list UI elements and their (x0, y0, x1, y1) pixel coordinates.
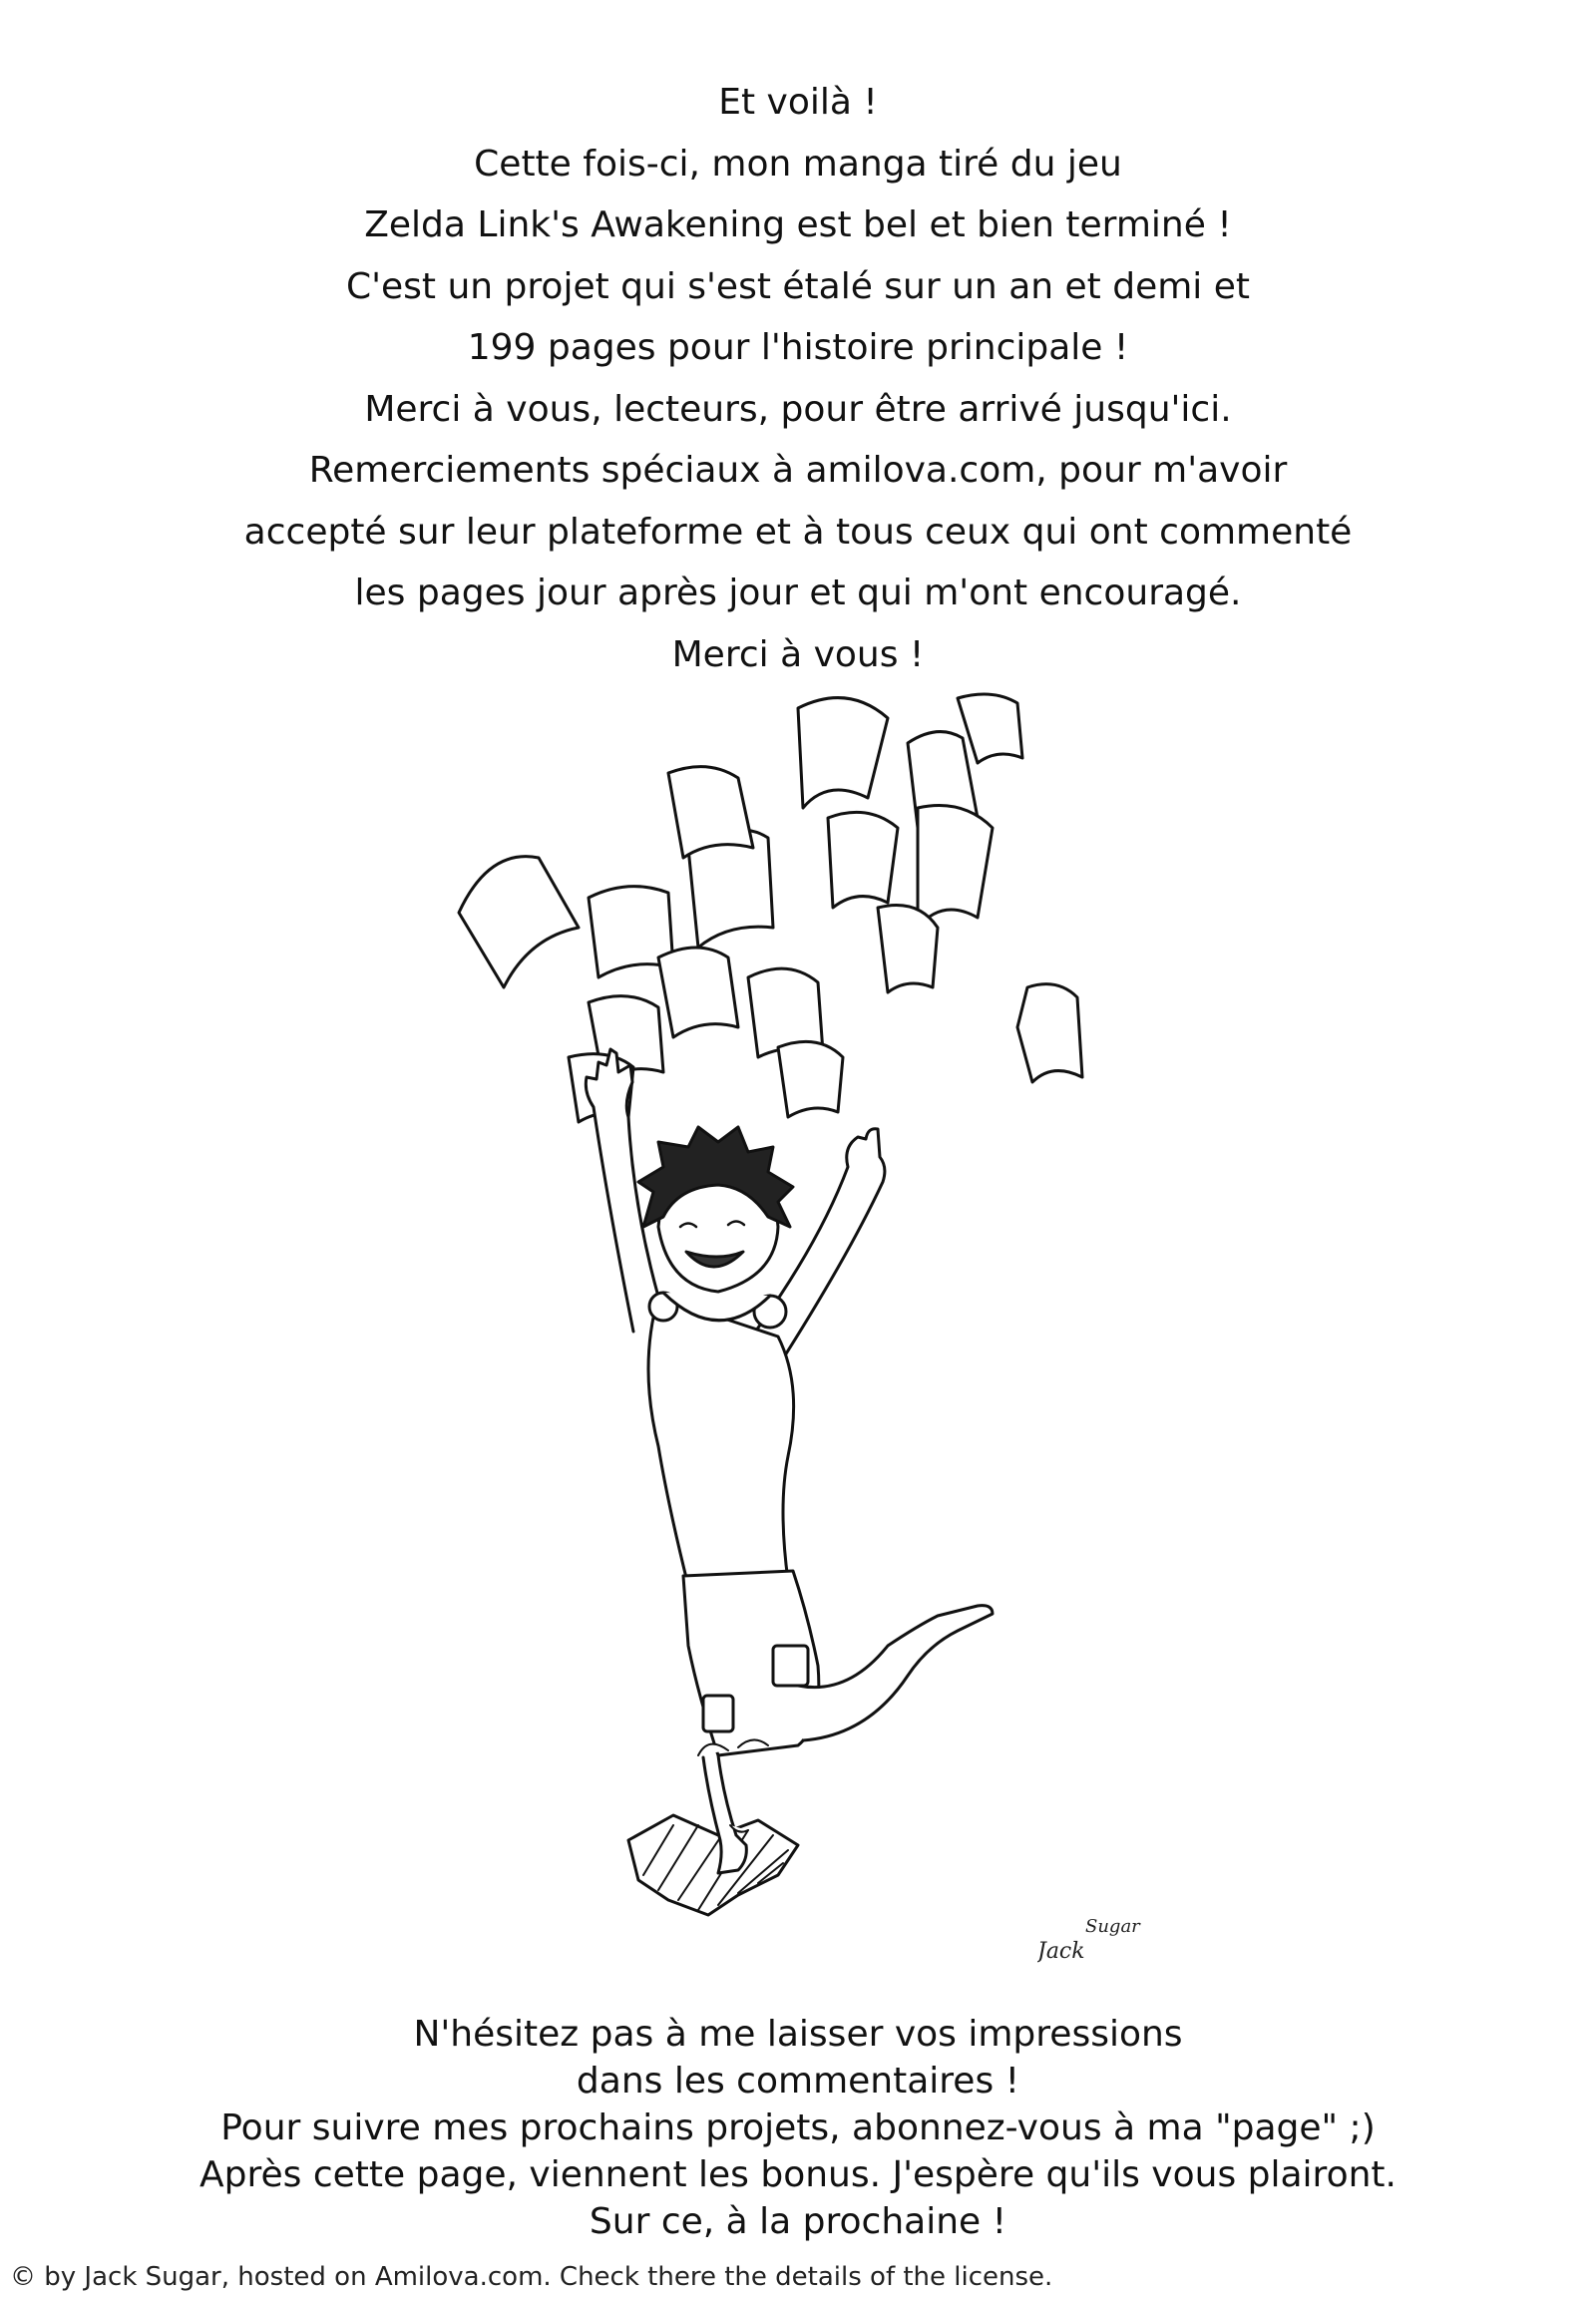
message-line: Zelda Link's Awakening est bel et bien terminé ! (364, 204, 1232, 245)
message-line: dans les commentaires ! (576, 2061, 1020, 2102)
message-line: C'est un projet qui s'est étalé sur un an et demi et (345, 265, 1250, 307)
signature-last-name: Sugar (1085, 1916, 1140, 1937)
artist-signature (1037, 1910, 1167, 1970)
message-line: 199 pages pour l'histoire principale ! (467, 327, 1129, 368)
message-line: N'hésitez pas à me laisser vos impressions (413, 2014, 1183, 2055)
celebrating-character-illustration (419, 688, 1197, 2015)
message-line: accepté sur leur plateforme et à tous ceux qui ont commenté (243, 511, 1353, 553)
bottom-message (0, 2011, 1596, 2245)
message-line: Cette fois-ci, mon manga tiré du jeu (474, 143, 1122, 185)
ground-shadow (628, 1815, 798, 1915)
message-line: Merci à vous ! (671, 633, 925, 675)
message-line: Après cette page, viennent les bonus. J'espère qu'ils vous plairont. (200, 2154, 1396, 2195)
top-message (0, 72, 1596, 685)
message-line: Et voilà ! (718, 82, 878, 123)
message-line: Merci à vous, lecteurs, pour être arrivé jusqu'ici. (364, 388, 1232, 430)
character (586, 1049, 993, 1873)
message-line: Remerciements spéciaux à amilova.com, pour m'avoir (308, 450, 1288, 491)
message-line: Pour suivre mes prochains projets, abonnez-vous à ma "page" ;) (220, 2107, 1376, 2148)
flying-papers (459, 694, 1082, 1122)
copyright-footer: © by Jack Sugar, hosted on Amilova.com. Check there the details of the license. (10, 2262, 1053, 2292)
message-line: les pages jour après jour et qui m'ont encouragé. (354, 573, 1242, 613)
message-line: Sur ce, à la prochaine ! (589, 2201, 1007, 2242)
signature-first-name: Jack (1037, 1939, 1085, 1964)
